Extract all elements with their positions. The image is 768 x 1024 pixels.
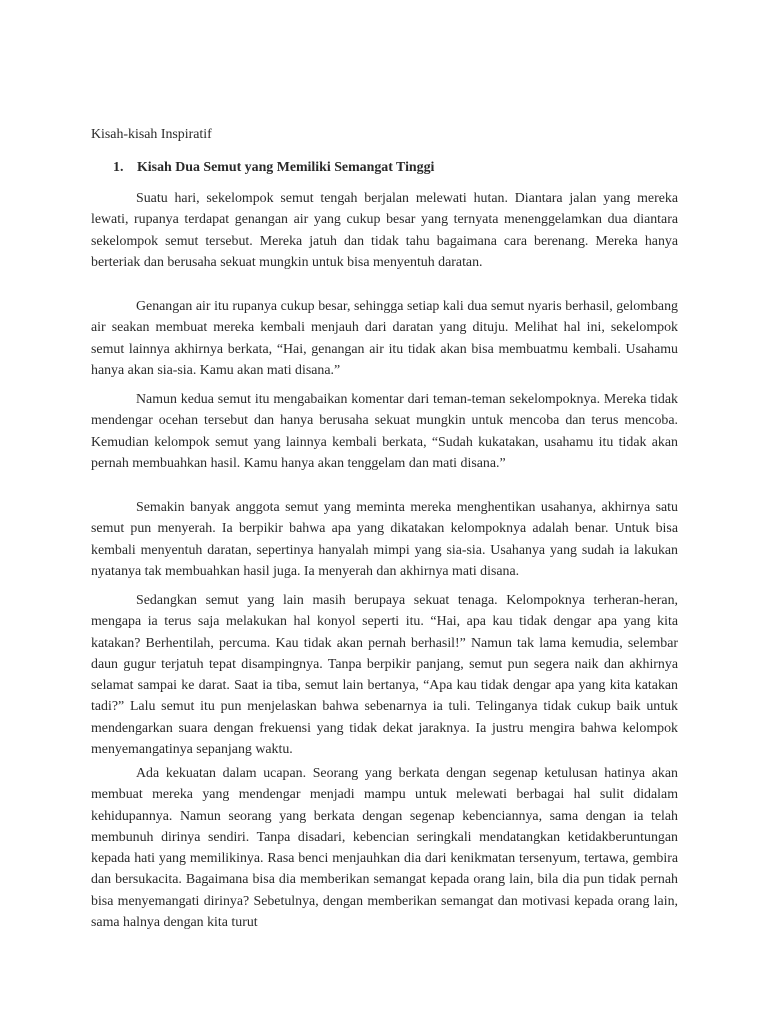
section-heading <box>113 157 434 178</box>
document-title: Kisah-kisah Inspiratif <box>91 127 212 142</box>
section-heading-text: Kisah Dua Semut yang Memiliki Semangat Tinggi <box>137 160 435 175</box>
paragraph-2: Genangan air itu rupanya cukup besar, sehingga setiap kali dua semut nyaris berhasil, gelombang air seakan membuat mereka kembali menjauh dari daratan yang dituju. Melihat hal ini, sekelompok semut lainnya akhirnya berkata, “Hai, genangan air itu tidak akan bisa membuatmu kembali. Usahamu hanya akan sia-sia. Kamu akan mati disana.” <box>91 299 678 378</box>
paragraph-6: Ada kekuatan dalam ucapan. Seorang yang berkata dengan segenap ketulusan hatinya akan membuat mereka yang mendengar menjadi mampu untuk melewati berbagai hal sulit didalam kehidupannya. Namun seorang yang berkata dengan segenap kebenciannya, sama dengan ia telah membunuh dirinya sendiri. Tanpa disadari, kebencian seringkali mendatangkan ketidakberuntungan kepada hati yang memilikinya. Rasa benci menjauhkan dia dari kenikmatan tersenyum, tertawa, gembira dan bersukacita. Bagaimana bisa dia memberikan semangat kepada orang lain, bila dia pun tidak pernah bisa menyemangati dirinya? Sebetulnya, dengan memberikan semangat dan motivasi kepada orang lain, sama halnya dengan kita turut <box>91 766 678 931</box>
paragraph-4: Semakin banyak anggota semut yang meminta mereka menghentikan usahanya, akhirnya satu semut pun menyerah. Ia berpikir bahwa apa yang dikatakan kelompoknya adalah benar. Untuk bisa kembali menyentuh daratan, sepertinya hanyalah mimpi yang sia-sia. Usahanya yang sudah ia lakukan nyatanya tak membuahkan hasil juga. Ia menyerah dan akhirnya mati disana. <box>91 500 678 579</box>
paragraph-5: Sedangkan semut yang lain masih berupaya sekuat tenaga. Kelompoknya terheran-heran, mengapa ia terus saja melakukan hal konyol seperti itu. “Hai, apa kau tidak dengar apa yang kita katakan? Berhentilah, percuma. Kau tidak akan pernah berhasil!” Namun tak lama kemudia, selembar daun gugur terjatuh tepat disampingnya. Tanpa berpikir panjang, semut pun segera naik dan akhirnya selamat sampai ke darat. Saat ia tiba, semut lain bertanya, “Apa kau tidak dengar apa yang kita katakan tadi?” Lalu semut itu pun menjelaskan bahwa sebenarnya ia tuli. Telinganya tidak cukup baik untuk mendengarkan suara dengan frekuensi yang tidak dekat jaraknya. Ia justru mengira bahwa kelompok menyemangatinya sepanjang waktu. <box>91 593 678 758</box>
paragraph-1: Suatu hari, sekelompok semut tengah berjalan melewati hutan. Diantara jalan yang mereka lewati, rupanya terdapat genangan air yang cukup besar yang ternyata menenggelamkan dua diantara sekelompok semut tersebut. Mereka jatuh dan tidak tahu bagaimana cara berenang. Mereka hanya berteriak dan berusaha sekuat mungkin untuk bisa menyentuh daratan. <box>91 191 678 270</box>
section-number: 1. <box>113 160 124 175</box>
paragraph-3: Namun kedua semut itu mengabaikan komentar dari teman-teman sekelompoknya. Mereka tidak mendengar ocehan tersebut dan hanya berusaha sekuat mungkin untuk mencoba dan terus mencoba. Kemudian kelompok semut yang lainnya kembali berkata, “Sudah kukatakan, usahamu itu tidak akan pernah membuahkan hasil. Kamu hanya akan tenggelam dan mati disana.” <box>91 392 678 471</box>
